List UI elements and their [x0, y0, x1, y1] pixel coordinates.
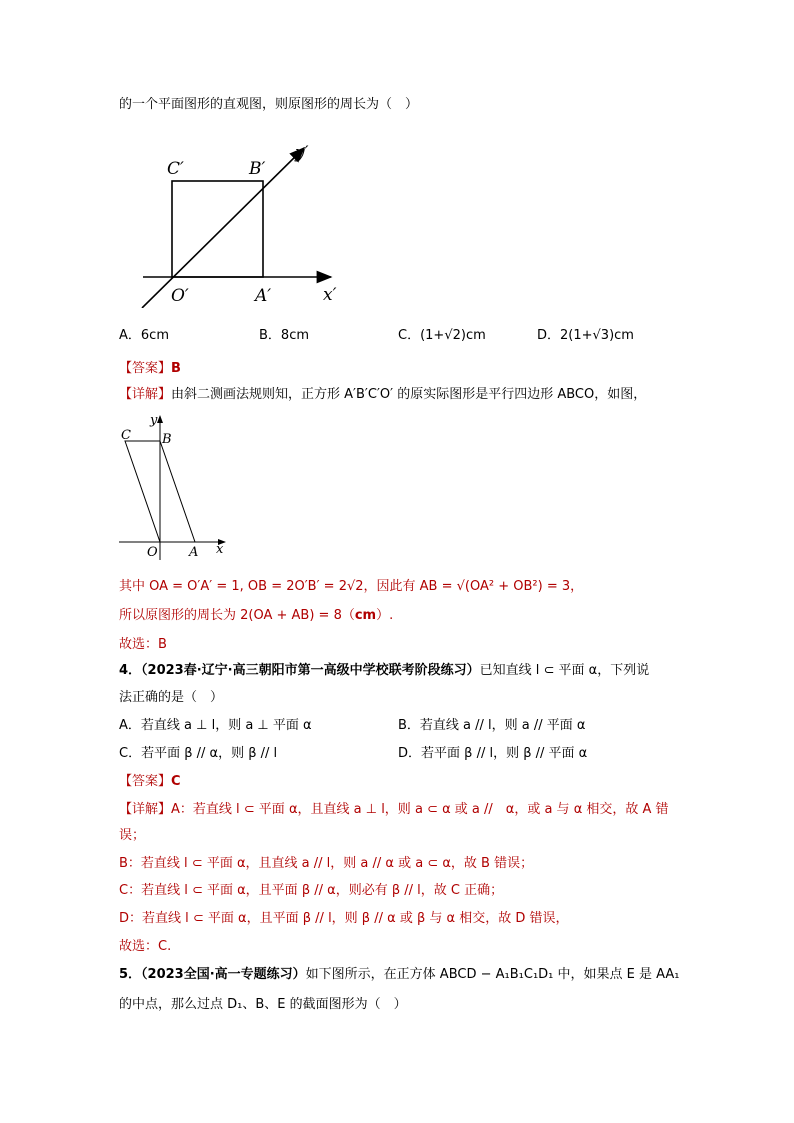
q4-stem-line-2: 法正确的是（ ）	[119, 690, 224, 705]
q3-option-c: C．(1+√2)cm	[398, 328, 486, 343]
q3-solution-line-1: 其中 OA = O′A′ = 1, OB = 2O′B′ = 2√2，因此有 AB = √(OA² + OB²) = 3，	[119, 579, 584, 594]
q3-choose: 故选：B	[119, 637, 167, 652]
label-y: y′	[295, 143, 309, 163]
label-c: C	[121, 428, 131, 443]
q4-option-d: D．若平面 β // l，则 β // 平面 α	[398, 746, 588, 761]
q4-detail-a-cont: 误；	[119, 828, 146, 843]
q4-option-a: A．若直线 a ⊥ l，则 a ⊥ 平面 α	[119, 718, 312, 733]
q3-figure-original	[117, 410, 229, 560]
q4-stem-line-1: 4．（2023春·辽宁·高三朝阳市第一高级中学校联考阶段练习）已知直线 l ⊂ 平面 α，下列说	[119, 663, 650, 678]
label-c: C′	[167, 159, 184, 179]
q4-detail-b: B：若直线 l ⊂ 平面 α，且直线 a // l，则 a // α 或 a ⊂ α，故 B 错误；	[119, 856, 534, 871]
q4-option-c: C．若平面 β // α，则 β // l	[119, 746, 278, 761]
q3-answer: 【答案】B	[119, 361, 181, 376]
label-o: O′	[171, 286, 189, 306]
label-y: y	[150, 413, 158, 428]
label-a: A	[189, 545, 199, 560]
q3-figure-intuitive	[135, 136, 355, 308]
q3-detail: 【详解】由斜二测画法规则知，正方形 A′B′C′O′ 的原实际图形是平行四边形 ABCO，如图，	[119, 387, 647, 402]
label-x: x	[216, 542, 224, 557]
q4-answer: 【答案】C	[119, 774, 181, 789]
label-b: B′	[249, 159, 266, 179]
q4-option-b: B．若直线 a // l，则 a // 平面 α	[398, 718, 586, 733]
q5-stem-line-2: 的中点，那么过点 D₁、B、E 的截面图形为（ ）	[119, 997, 407, 1012]
q3-option-a: A．6cm	[119, 328, 169, 343]
q4-detail-a: 【详解】A：若直线 l ⊂ 平面 α，且直线 a ⊥ l，则 a ⊂ α 或 a // α，或 a 与 α 相交，故 A 错	[119, 802, 669, 817]
q3-solution-line-2: 所以原图形的周长为 2(OA + AB) = 8（cm）.	[119, 608, 394, 623]
square-shape	[172, 181, 263, 277]
q4-detail-c: C：若直线 l ⊂ 平面 α，且平面 β // α，则必有 β // l，故 C 正确；	[119, 883, 504, 898]
q3-option-b: B．8cm	[259, 328, 310, 343]
q3-option-d: D．2(1+√3)cm	[537, 328, 634, 343]
q4-detail-d: D：若直线 l ⊂ 平面 α，且平面 β // l，则 β // α 或 β 与 α 相交，故 D 错误，	[119, 911, 569, 926]
q4-choose: 故选：C.	[119, 939, 172, 954]
label-b: B	[162, 432, 172, 447]
label-o: O	[147, 545, 158, 560]
q5-stem-line-1: 5．（2023全国·高一专题练习）如下图所示，在正方体 ABCD − A₁B₁C₁D₁ 中，如果点 E 是 AA₁	[119, 967, 680, 982]
label-a: A′	[255, 286, 272, 306]
label-x: x′	[323, 285, 337, 305]
q3-stem-tail: 的一个平面图形的直观图，则原图形的周长为（ ）	[119, 97, 419, 112]
